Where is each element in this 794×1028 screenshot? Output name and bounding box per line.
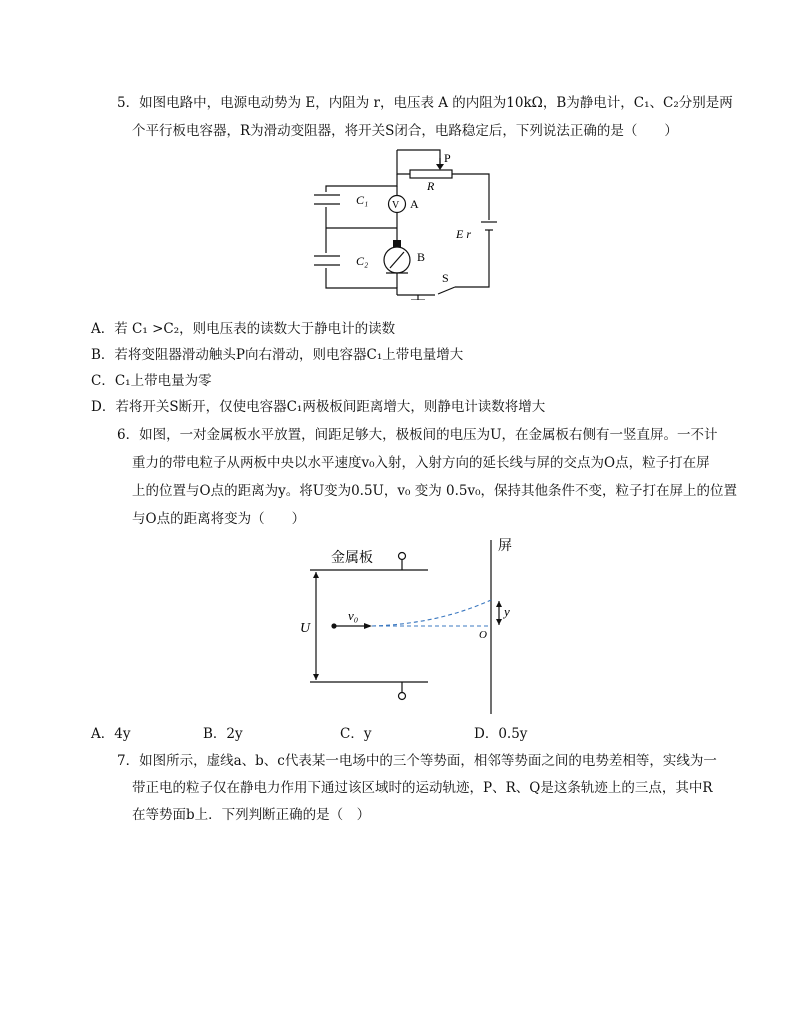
label-c2: C₂	[356, 254, 369, 268]
q5-option-a: A．若 C₁ >C₂，则电压表的读数大于静电计的读数	[91, 321, 396, 337]
q6-deflection-figure	[298, 536, 528, 716]
q7-line-3: 在等势面b上．下列判断正确的是（ ）	[132, 807, 371, 823]
q5-option-d: D．若将开关S断开，仅使电容器C₁两极板间距离增大，则静电计读数将增大	[91, 399, 546, 415]
label-s: S	[442, 271, 449, 285]
label-v: V	[392, 200, 400, 211]
label-v0: v₀	[348, 608, 359, 623]
q7-line-2: 带正电的粒子仅在静电力作用下通过该区域时的运动轨迹，P、R、Q是这条轨迹上的三点，其中R	[132, 780, 713, 796]
label-c1: C₁	[356, 193, 369, 207]
label-screen: 屏	[498, 539, 512, 554]
q5-option-c: C．C₁上带电量为零	[91, 373, 212, 389]
q7-line-1: 7．如图所示，虚线a、b、c代表某一电场中的三个等势面，相邻等势面之间的电势差相等，实线为一	[117, 753, 717, 769]
q6-line-1: 6．如图，一对金属板水平放置，间距足够大，极板间的电压为U，在金属板右侧有一竖直屏。一不计	[117, 427, 718, 443]
q6-option-b: B．2y	[203, 726, 243, 742]
label-a: A	[410, 197, 419, 211]
q5-circuit-figure	[300, 140, 500, 300]
label-u: U	[300, 621, 311, 636]
label-er: E r	[456, 227, 471, 241]
q6-option-d: D．0.5y	[474, 726, 528, 742]
label-metal-plate: 金属板	[331, 551, 373, 566]
q5-option-b: B．若将变阻器滑动触头P向右滑动，则电容器C₁上带电量增大	[91, 347, 464, 363]
label-b: B	[417, 250, 426, 264]
q6-line-3: 上的位置与O点的距离为y。将U变为0.5U，v₀ 变为 0.5v₀，保持其他条件不变，粒子打在屏上的位置	[132, 483, 738, 499]
q5-line-2: 个平行板电容器，R为滑动变阻器，将开关S闭合，电路稳定后，下列说法正确的是（ ）	[132, 123, 678, 139]
label-y: y	[504, 604, 510, 619]
q5-line-1: 5．如图电路中，电源电动势为 E，内阻为 r，电压表 A 的内阻为10kΩ，B为静电计，C₁、C₂分别是两	[117, 95, 733, 111]
q6-line-2: 重力的带电粒子从两板中央以水平速度v₀入射，入射方向的延长线与屏的交点为O点，粒子打在屏	[132, 455, 710, 471]
label-r: R	[427, 179, 435, 193]
q6-option-c: C．y	[340, 726, 372, 742]
label-p: P	[444, 151, 451, 165]
q6-option-a: A．4y	[91, 726, 131, 742]
q6-line-4: 与O点的距离将变为（ ）	[132, 511, 306, 527]
label-o: O	[479, 629, 487, 641]
